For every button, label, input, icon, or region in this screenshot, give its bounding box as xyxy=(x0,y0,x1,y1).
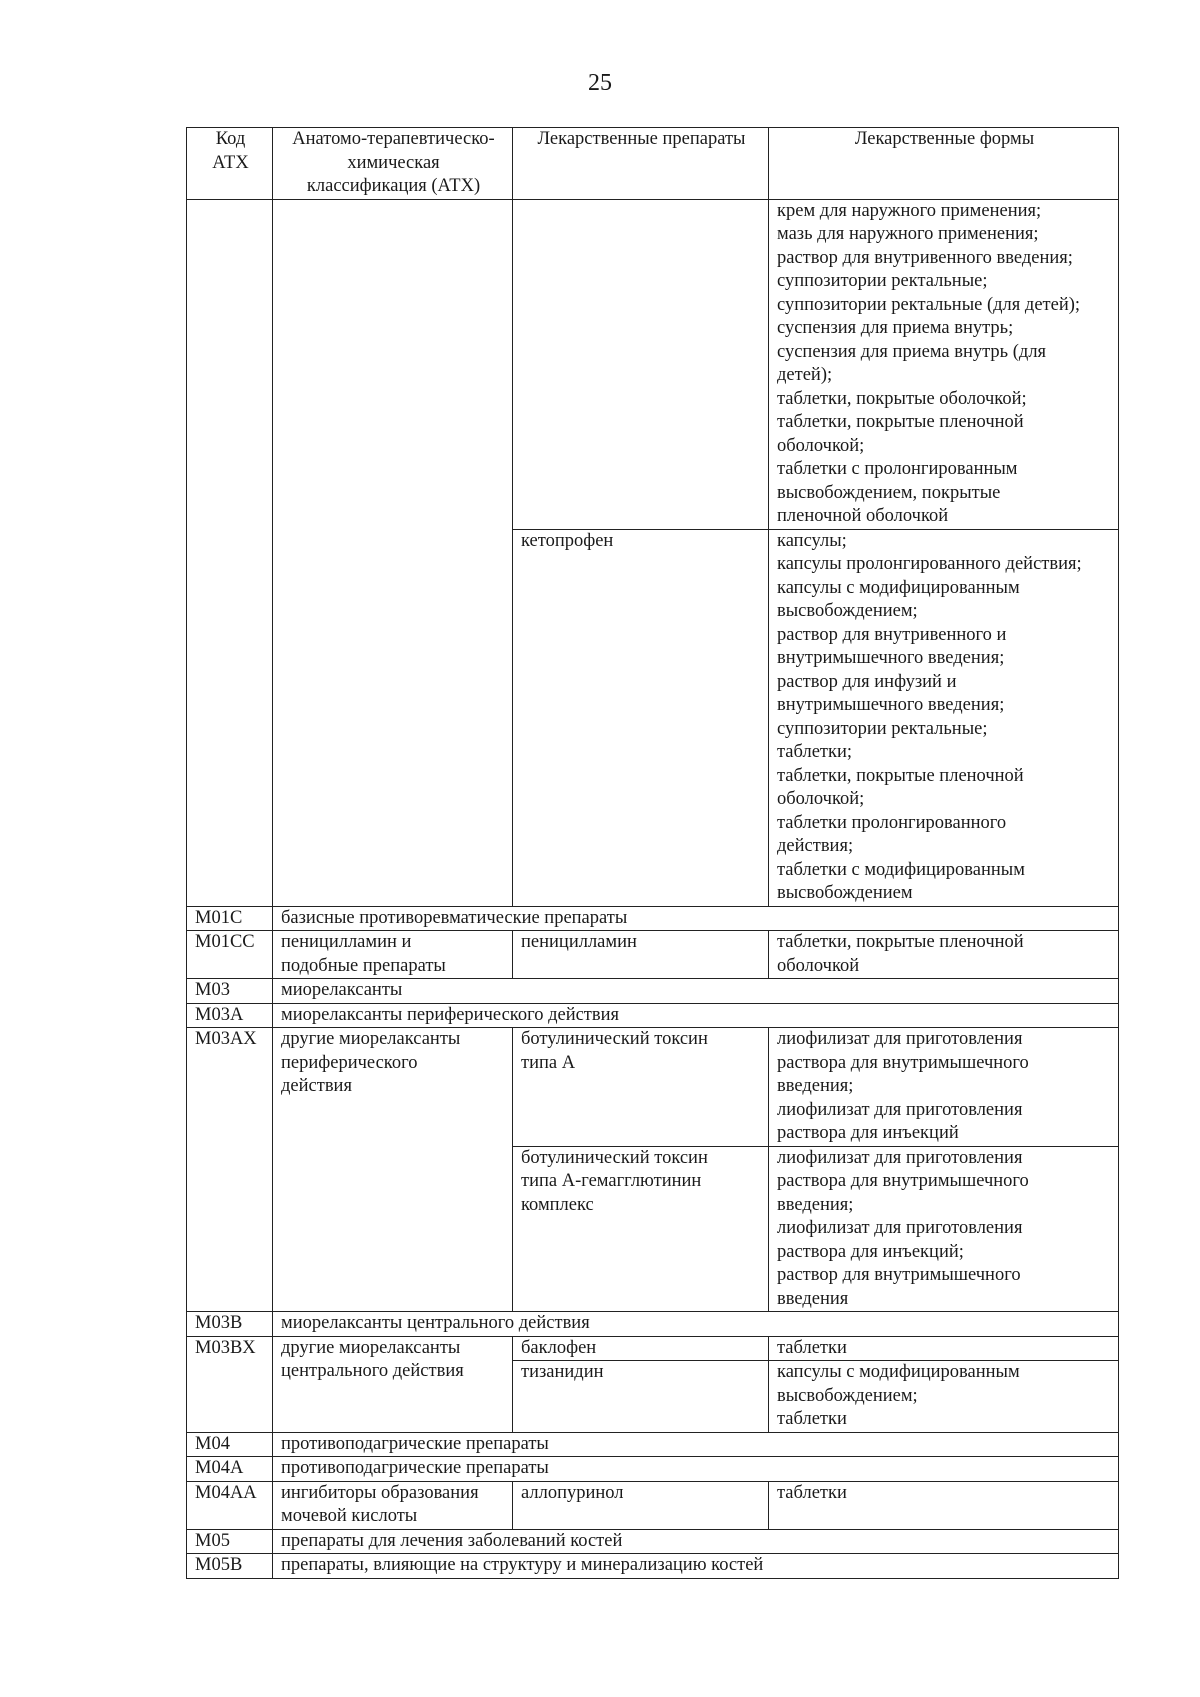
forms-cell: таблетки, покрытые пленочной оболочкой xyxy=(769,931,1119,979)
table-row xyxy=(187,1432,1119,1457)
atx-table xyxy=(186,127,1119,1579)
table-row xyxy=(187,1529,1119,1554)
code-cell: M03B xyxy=(187,1312,273,1337)
group-name-cell: миорелаксанты xyxy=(273,979,1119,1004)
group-name-cell: миорелаксанты периферического действия xyxy=(273,1003,1119,1028)
classification-cell: пеницилламин и подобные препараты xyxy=(273,931,513,979)
table-row xyxy=(187,1336,1119,1361)
drug-cell: ботулинический токсин типа А xyxy=(513,1028,769,1147)
table-row xyxy=(187,199,1119,529)
page-number: 25 xyxy=(588,70,612,96)
table-header-row xyxy=(187,128,1119,200)
drug-cell: аллопуринол xyxy=(513,1481,769,1529)
code-cell: M05 xyxy=(187,1529,273,1554)
code-cell: M03BX xyxy=(187,1336,273,1432)
forms-cell: таблетки xyxy=(769,1336,1119,1361)
drug-cell: ботулинический токсин типа А-гемагглютинин комплекс xyxy=(513,1146,769,1312)
table-row xyxy=(187,1481,1119,1529)
forms-cell: таблетки xyxy=(769,1481,1119,1529)
group-name-cell: миорелаксанты центрального действия xyxy=(273,1312,1119,1337)
table-row xyxy=(187,931,1119,979)
classification-cell: другие миорелаксанты периферического действия xyxy=(273,1028,513,1312)
forms-cell: лиофилизат для приготовления раствора для внутримышечного введения; лиофилизат для приготовления раствора для инъекций; раствор для внутримышечного введения xyxy=(769,1146,1119,1312)
table-row xyxy=(187,906,1119,931)
forms-cell: капсулы; капсулы пролонгированного действия; капсулы с модифицированным высвобождением; раствор для внутривенного и внутримышечного введения; раствор для инфузий и внутримышечного введения; суппозитории ректальные; таблетки; таблетки, покрытые пленочной оболочкой; таблетки пролонгированного действия; таблетки с модифицированным высвобождением xyxy=(769,529,1119,906)
drug-cell: кетопрофен xyxy=(513,529,769,906)
header-classification: Анатомо-терапевтическо- химическая классификация (АТХ) xyxy=(273,128,513,200)
code-cell: M04AA xyxy=(187,1481,273,1529)
classification-cell xyxy=(273,199,513,906)
code-cell: M05B xyxy=(187,1554,273,1579)
header-forms: Лекарственные формы xyxy=(769,128,1119,200)
table-row xyxy=(187,1312,1119,1337)
table-row xyxy=(187,1554,1119,1579)
group-name-cell: препараты для лечения заболеваний костей xyxy=(273,1529,1119,1554)
code-cell xyxy=(187,199,273,906)
code-cell: M03A xyxy=(187,1003,273,1028)
table-row xyxy=(187,979,1119,1004)
table-row xyxy=(187,1457,1119,1482)
code-cell: M01CC xyxy=(187,931,273,979)
group-name-cell: противоподагрические препараты xyxy=(273,1432,1119,1457)
table-row xyxy=(187,1028,1119,1147)
classification-cell: другие миорелаксанты центрального действия xyxy=(273,1336,513,1432)
drug-cell: тизанидин xyxy=(513,1361,769,1433)
forms-cell: капсулы с модифицированным высвобождением; таблетки xyxy=(769,1361,1119,1433)
code-cell: M03 xyxy=(187,979,273,1004)
code-cell: M04 xyxy=(187,1432,273,1457)
table-row xyxy=(187,1003,1119,1028)
code-cell: M01C xyxy=(187,906,273,931)
drug-cell: пеницилламин xyxy=(513,931,769,979)
drug-cell xyxy=(513,199,769,529)
group-name-cell: базисные противоревматические препараты xyxy=(273,906,1119,931)
group-name-cell: противоподагрические препараты xyxy=(273,1457,1119,1482)
drug-cell: баклофен xyxy=(513,1336,769,1361)
code-cell: M04A xyxy=(187,1457,273,1482)
code-cell: M03AX xyxy=(187,1028,273,1312)
classification-cell: ингибиторы образования мочевой кислоты xyxy=(273,1481,513,1529)
forms-cell: крем для наружного применения; мазь для наружного применения; раствор для внутривенного введения; суппозитории ректальные; суппозитории ректальные (для детей); суспензия для приема внутрь; суспензия для приема внутрь (для детей); таблетки, покрытые оболочкой; таблетки, покрытые пленочной оболочкой; таблетки с пролонгированным высвобождением, покрытые пленочной оболочкой xyxy=(769,199,1119,529)
forms-cell: лиофилизат для приготовления раствора для внутримышечного введения; лиофилизат для приготовления раствора для инъекций xyxy=(769,1028,1119,1147)
header-code: Код АТХ xyxy=(187,128,273,200)
header-drugs: Лекарственные препараты xyxy=(513,128,769,200)
group-name-cell: препараты, влияющие на структуру и минерализацию костей xyxy=(273,1554,1119,1579)
